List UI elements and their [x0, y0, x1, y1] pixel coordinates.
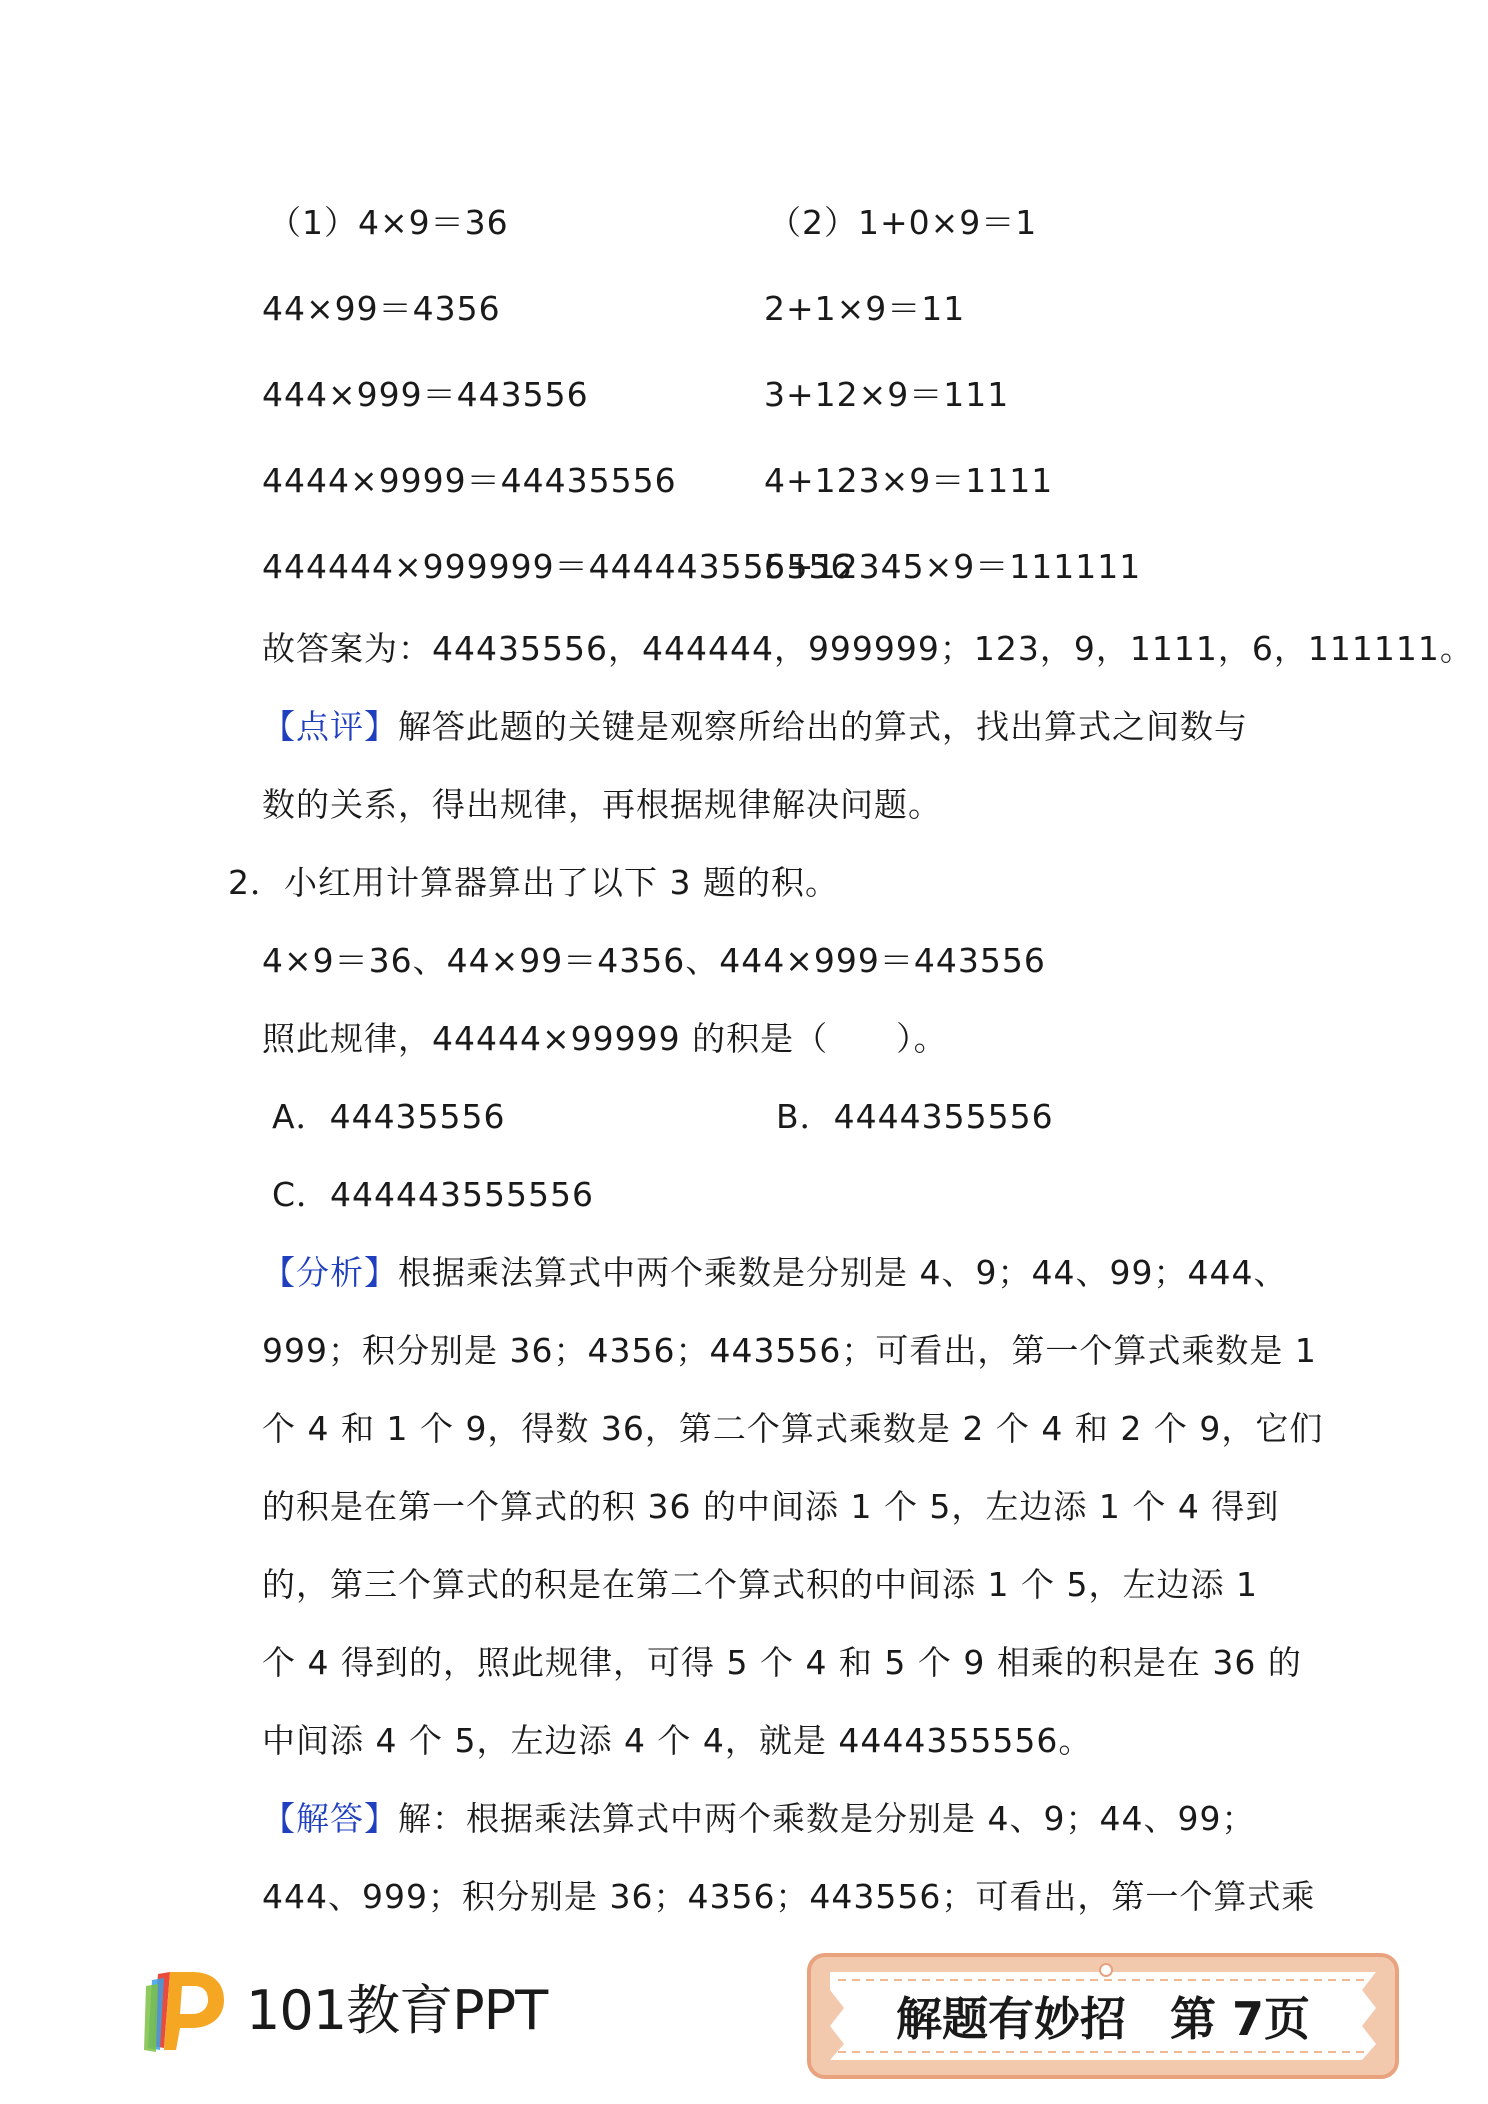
solution-tag: 【解答】 — [262, 1799, 398, 1838]
example1-comment-line-1 — [262, 706, 1248, 748]
comment-tag: 【点评】 — [262, 707, 398, 746]
solution-line-1 — [262, 1798, 1255, 1840]
analysis-line-3: 个 4 和 1 个 9，得数 36，第二个算式乘数是 2 个 4 和 2 个 9，它们 — [262, 1409, 1324, 1448]
example1-right-line-2: 2+1×9＝11 — [764, 289, 966, 328]
option-c: C．444443555556 — [272, 1175, 594, 1214]
example1-left-line-3: 444×999＝443556 — [262, 375, 589, 414]
analysis-line-4: 的积是在第一个算式的积 36 的中间添 1 个 5，左边添 1 个 4 得到 — [262, 1487, 1280, 1526]
page-badge — [806, 1952, 1400, 2080]
example1-left-line-2: 44×99＝4356 — [262, 289, 501, 328]
question2-title: 2．小红用计算器算出了以下 3 题的积。 — [228, 863, 839, 902]
brand-logo-icon — [140, 1966, 230, 2056]
example1-right-line-1: （2）1+0×9＝1 — [768, 203, 1038, 242]
example1-comment-line-2: 数的关系，得出规律，再根据规律解决问题。 — [262, 785, 942, 824]
badge-title: 解题有妙招 — [895, 1992, 1126, 2046]
example1-right-line-4: 4+123×9＝1111 — [764, 461, 1054, 500]
option-b: B．4444355556 — [776, 1097, 1054, 1136]
example1-left-line-1: （1）4×9＝36 — [268, 203, 509, 242]
page-number: 第 7页 — [1169, 1992, 1311, 2046]
analysis-tag: 【分析】 — [262, 1253, 398, 1292]
solution-line-2: 444、999；积分别是 36；4356；443556；可看出，第一个算式乘 — [262, 1877, 1316, 1916]
example1-left-line-4: 4444×9999＝44435556 — [262, 461, 677, 500]
option-a: A．44435556 — [272, 1097, 506, 1136]
question2-formula: 4×9＝36、44×99＝4356、444×999＝443556 — [262, 941, 1046, 980]
brand-name: 101教育PPT — [246, 1979, 548, 2042]
example1-right-line-5: 6+12345×9＝111111 — [764, 547, 1142, 586]
analysis-line-2: 999；积分别是 36；4356；443556；可看出，第一个算式乘数是 1 — [262, 1331, 1317, 1370]
example1-answer: 故答案为：44435556，444444，999999；123，9，1111，6，111111。 — [262, 629, 1474, 668]
analysis-line-5: 的，第三个算式的积是在第二个算式积的中间添 1 个 5，左边添 1 — [262, 1565, 1258, 1604]
example1-right-line-3: 3+12×9＝111 — [764, 375, 1010, 414]
analysis-line-7: 中间添 4 个 5，左边添 4 个 4，就是 4444355556。 — [262, 1721, 1093, 1760]
analysis-line-1 — [262, 1252, 1287, 1294]
example1-left-line-5: 444444×999999＝444443555556 — [262, 547, 853, 586]
analysis-line-6: 个 4 得到的，照此规律，可得 5 个 4 和 5 个 9 相乘的积是在 36 的 — [262, 1643, 1302, 1682]
comment-text: 解答此题的关键是观察所给出的算式，找出算式之间数与 — [398, 707, 1248, 746]
analysis-text: 根据乘法算式中两个乘数是分别是 4、9；44、99；444、 — [398, 1253, 1288, 1292]
question2-prompt: 照此规律，44444×99999 的积是（ ）。 — [262, 1019, 948, 1058]
solution-text: 解：根据乘法算式中两个乘数是分别是 4、9；44、99； — [398, 1799, 1256, 1838]
